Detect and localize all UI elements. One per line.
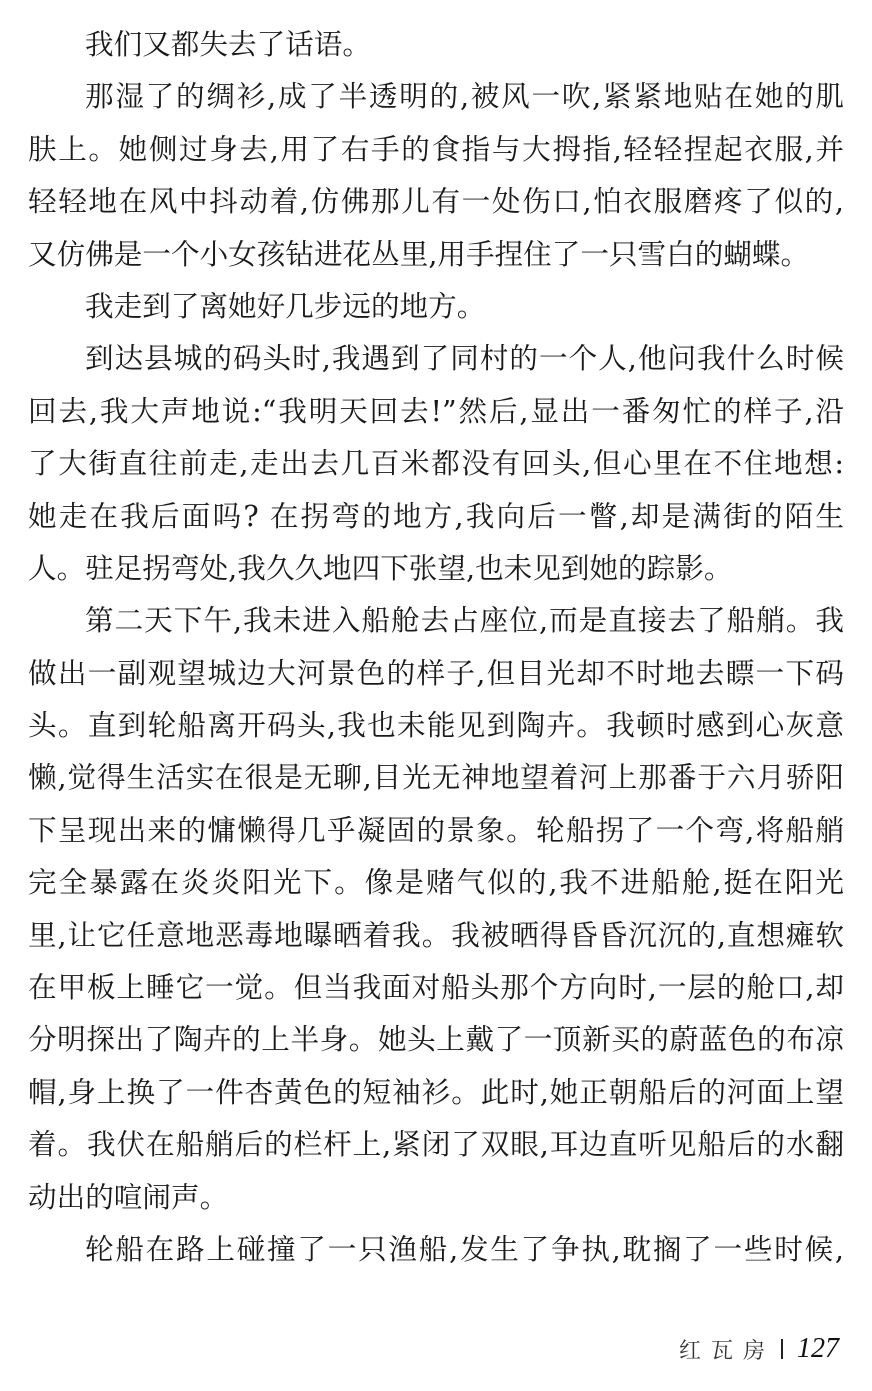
- text-line: 动出的喧闹声。: [28, 1179, 229, 1214]
- paragraph: [28, 332, 844, 594]
- paragraph: [28, 594, 844, 1223]
- text-line: 轻轻地在风中抖动着,仿佛那儿有一处伤口,怕衣服磨疼了似的,: [28, 184, 844, 219]
- footer-divider: [781, 1339, 783, 1359]
- text-line: 我们又都失去了话语。: [85, 27, 371, 61]
- text-line: 头。直到轮船离开码头,我也未能见到陶卉。我顿时感到心灰意: [28, 708, 844, 743]
- text-line: 第二天下午,我未进入船舱去占座位,而是直接去了船艄。我: [85, 603, 844, 638]
- text-line: 她走在我后面吗? 在拐弯的地方,我向后一瞥,却是满街的陌生: [28, 498, 844, 533]
- paragraph: [28, 70, 844, 280]
- text-line: 又仿佛是一个小女孩钻进花丛里,用手捏住了一只雪白的蝴蝶。: [28, 236, 810, 271]
- text-line: 下呈现出来的慵懒得几乎凝固的景象。轮船拐了一个弯,将船艄: [28, 812, 844, 847]
- text-line: 帽,身上换了一件杏黄色的短袖衫。此时,她正朝船后的河面上望: [28, 1074, 844, 1109]
- paragraph: [28, 1223, 844, 1275]
- text-line: 做出一副观望城边大河景色的样子,但目光却不时地去瞟一下码: [28, 655, 844, 690]
- text-line: 肤上。她侧过身去,用了右手的食指与大拇指,轻轻捏起衣服,并: [28, 131, 844, 166]
- page-footer: [679, 1333, 839, 1365]
- running-title: 红瓦房: [678, 1338, 775, 1364]
- text-line: 在甲板上睡它一觉。但当我面对船头那个方向时,一层的舱口,却: [28, 970, 844, 1005]
- text-line: 到达县城的码头时,我遇到了同村的一个人,他问我什么时候: [85, 341, 844, 376]
- text-line: 轮船在路上碰撞了一只渔船,发生了争执,耽搁了一些时候,: [85, 1231, 844, 1266]
- text-line: 完全暴露在炎炎阳光下。像是赌气似的,我不进船舱,挺在阳光: [28, 865, 844, 900]
- text-line: 那湿了的绸衫,成了半透明的,被风一吹,紧紧地贴在她的肌: [85, 79, 844, 114]
- text-line: 人。驻足拐弯处,我久久地四下张望,也未见到她的踪影。: [28, 550, 733, 585]
- text-line: 着。我伏在船艄后的栏杆上,紧闭了双眼,耳边直听见船后的水翻: [28, 1127, 844, 1162]
- text-line: 我走到了离她好几步远的地方。: [85, 288, 486, 323]
- page-number: 127: [797, 1333, 839, 1364]
- paragraph: [28, 18, 844, 70]
- text-line: 懒,觉得生活实在很是无聊,目光无神地望着河上那番于六月骄阳: [28, 760, 844, 795]
- text-line: 分明探出了陶卉的上半身。她头上戴了一顶新买的蔚蓝色的布凉: [28, 1022, 844, 1057]
- text-line: 回去,我大声地说:“我明天回去!”然后,显出一番匆忙的样子,沿: [28, 393, 844, 428]
- page-body: [28, 18, 844, 1275]
- paragraph: [28, 280, 844, 332]
- text-line: 了大街直往前走,走出去几百米都没有回头,但心里在不住地想:: [28, 446, 844, 481]
- text-line: 里,让它任意地恶毒地曝晒着我。我被晒得昏昏沉沉的,直想瘫软: [28, 917, 844, 952]
